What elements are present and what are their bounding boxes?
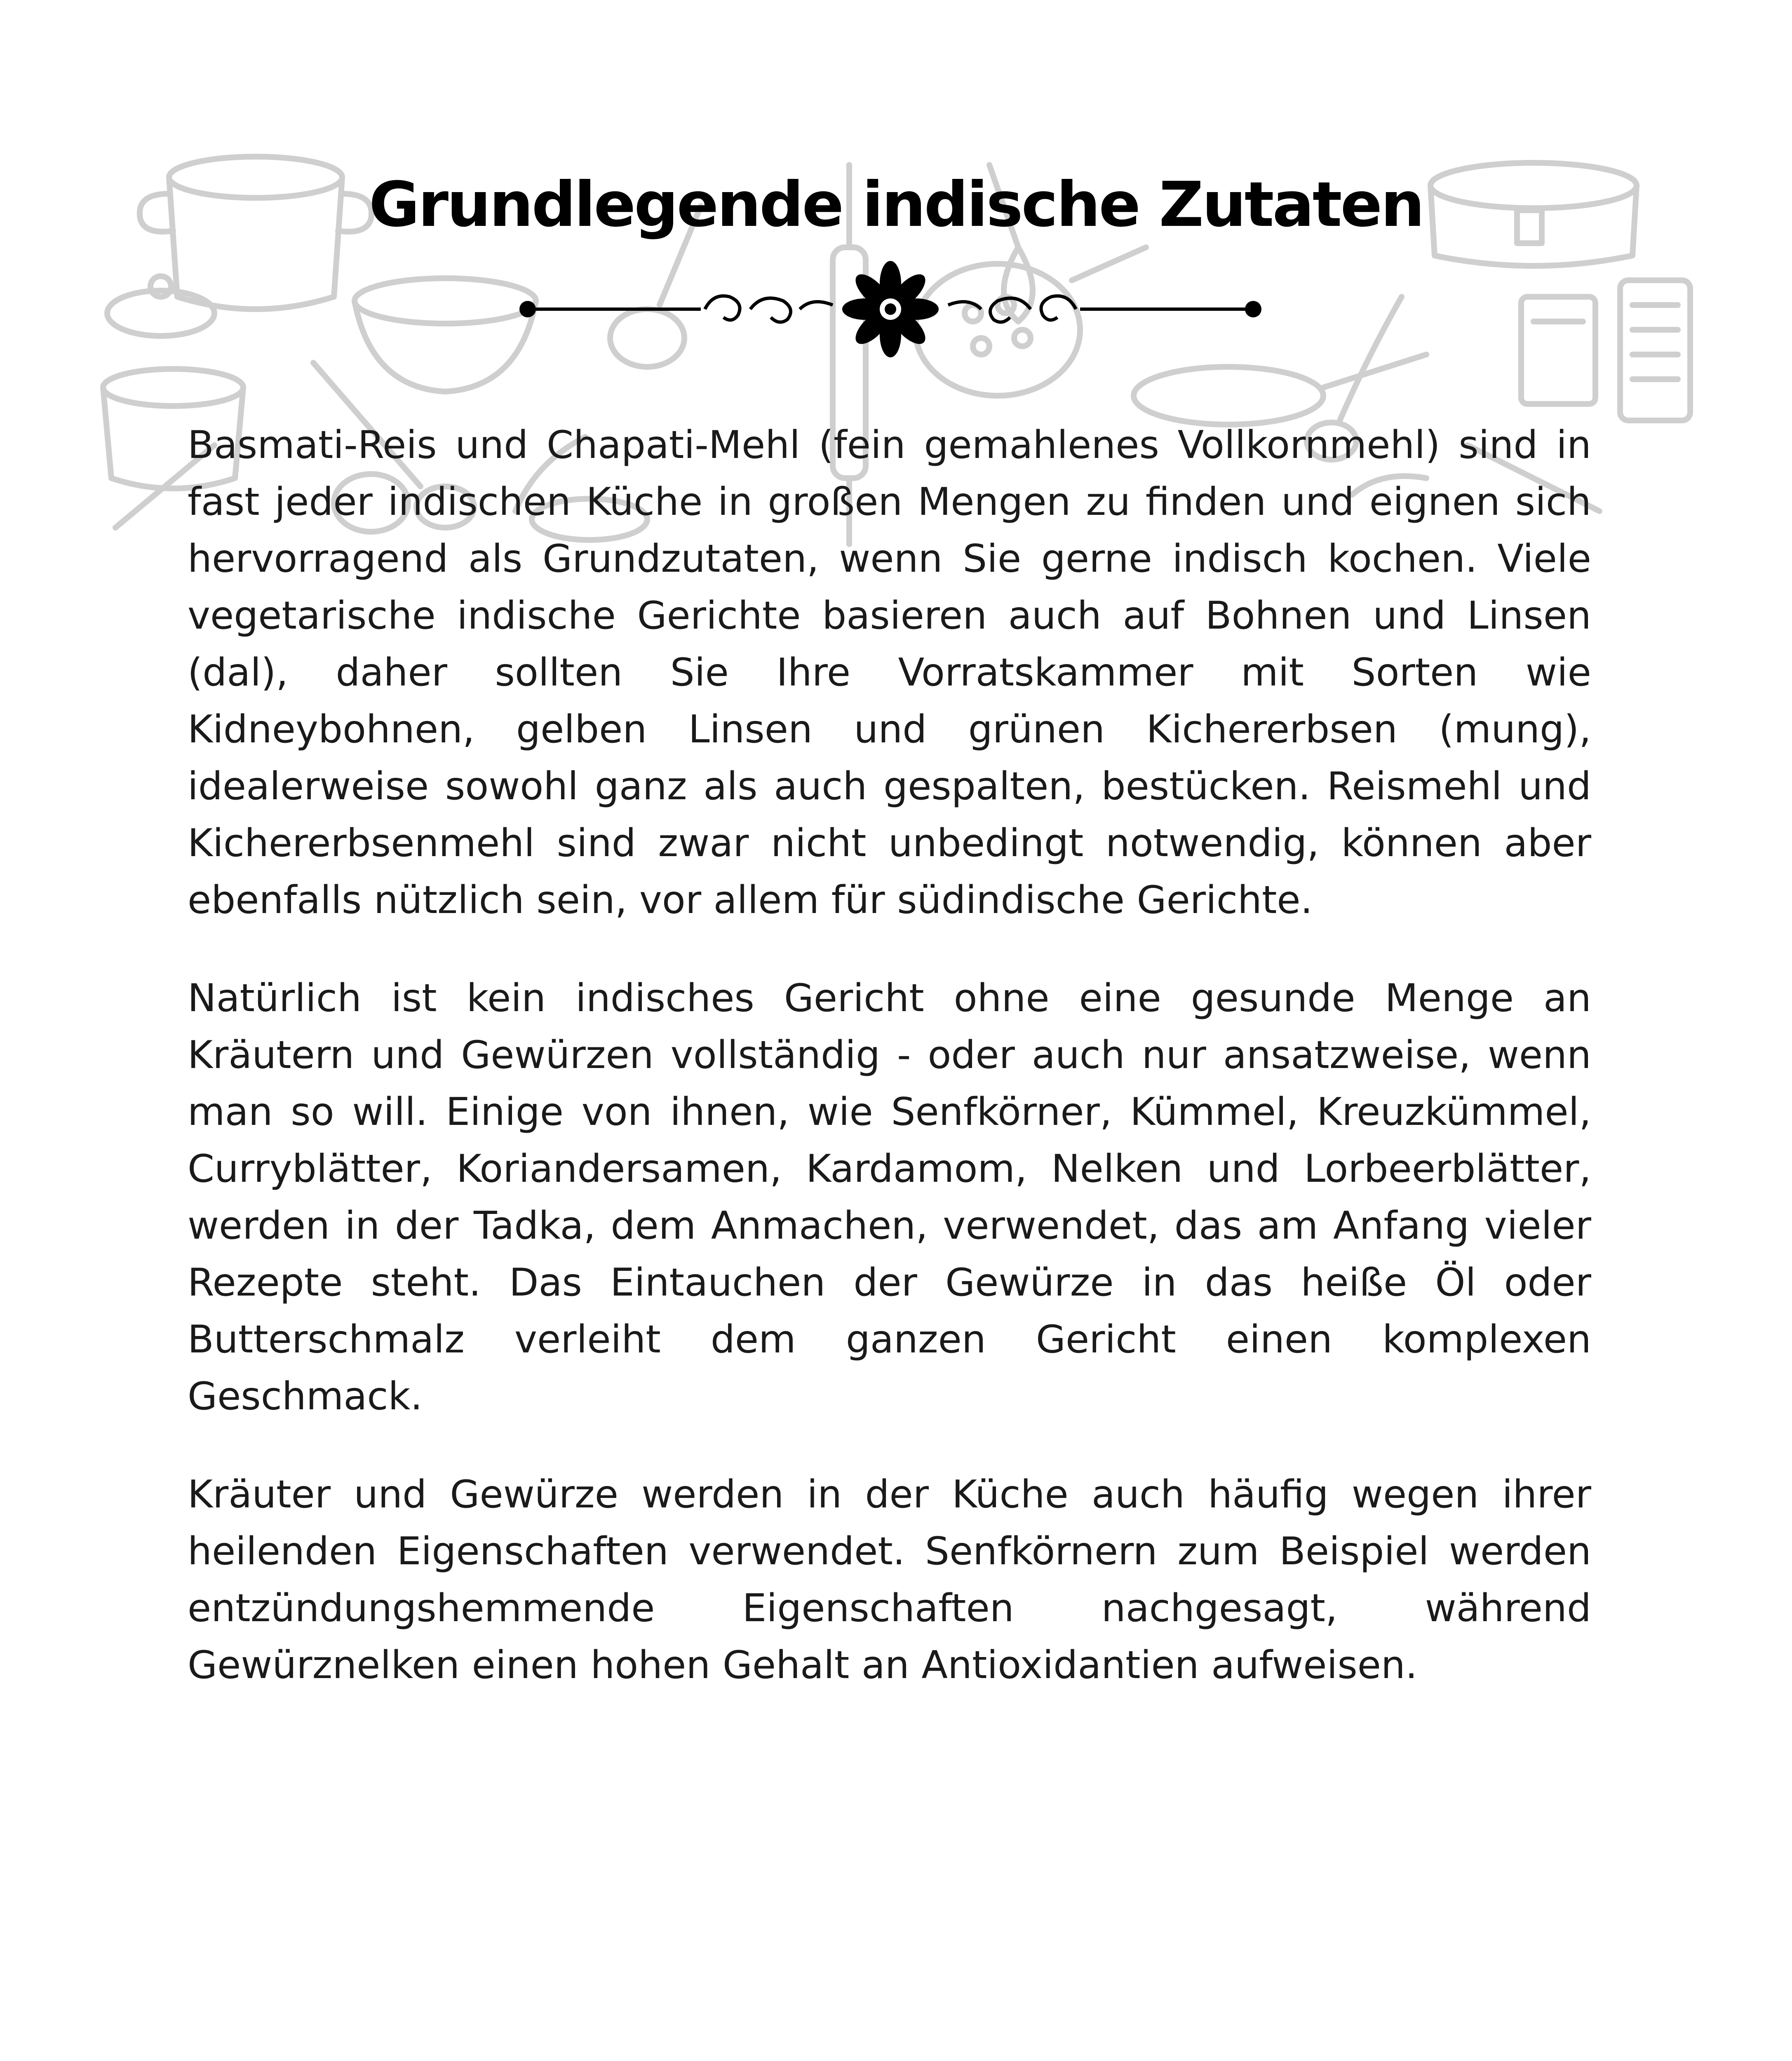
paragraph-2: Natürlich ist kein indisches Gericht ohne eine gesunde Menge an Kräutern und Gewürzen vollständig - oder auch nur ansatzweise, wenn man so will. Einige von ihnen, wie Senfkörner, Kümmel, Kreuzkümmel, Curryblätter, Koriandersamen, Kardamom, Nelken und Lorbeerblätter, werden in der Tadka, dem Anmachen, verwendet, das am Anfang vieler Rezepte steht. Das Eintauchen der Gewürze in das heiße Öl oder Butterschmalz verleiht dem ganzen Gericht einen komplexen Geschmack. bbox=[188, 976, 1591, 1418]
bowl-icon bbox=[355, 278, 536, 392]
paragraph-3: Kräuter und Gewürze werden in der Küche auch häufig wegen ihrer heilenden Eigenschaften verwendet. Senfkörnern zum Beispiel werden entzündungshemmende Eigenschaften nachgesagt, während Gewürznelken einen hohen Gehalt an Antioxidantien aufweisen. bbox=[188, 1472, 1591, 1687]
page-title: Grundlegende indische Zutaten bbox=[369, 169, 1423, 241]
paragraph-1: Basmati-Reis und Chapati-Mehl (fein gemahlenes Vollkornmehl) sind in fast jeder indischen Küche in großen Mengen zu finden und eignen sich hervorragend als Grundzutaten, wenn Sie gerne indisch kochen. Viele vegetarische indische Gerichte basieren auch auf Bohnen und Linsen (dal), daher sollten Sie Ihre Vorratskammer mit Sorten wie Kidneybohnen, gelben Linsen und grünen Kichererbsen (mung), idealerweise sowohl ganz als auch gespalten, bestücken. Reismehl und Kichererbsenmehl sind zwar nicht unbedingt notwendig, können aber ebenfalls nützlich sein, vor allem für südindische Gerichte. bbox=[188, 423, 1591, 922]
frying-pan-icon bbox=[1134, 354, 1426, 425]
pot-lid-icon bbox=[107, 276, 214, 336]
grater-icon bbox=[1620, 280, 1690, 420]
measuring-cup-icon bbox=[1521, 297, 1595, 404]
title-divider bbox=[519, 256, 1261, 363]
body-text bbox=[188, 416, 1591, 1735]
flower-divider-icon bbox=[519, 256, 1261, 363]
spoon-icon bbox=[1340, 297, 1402, 420]
